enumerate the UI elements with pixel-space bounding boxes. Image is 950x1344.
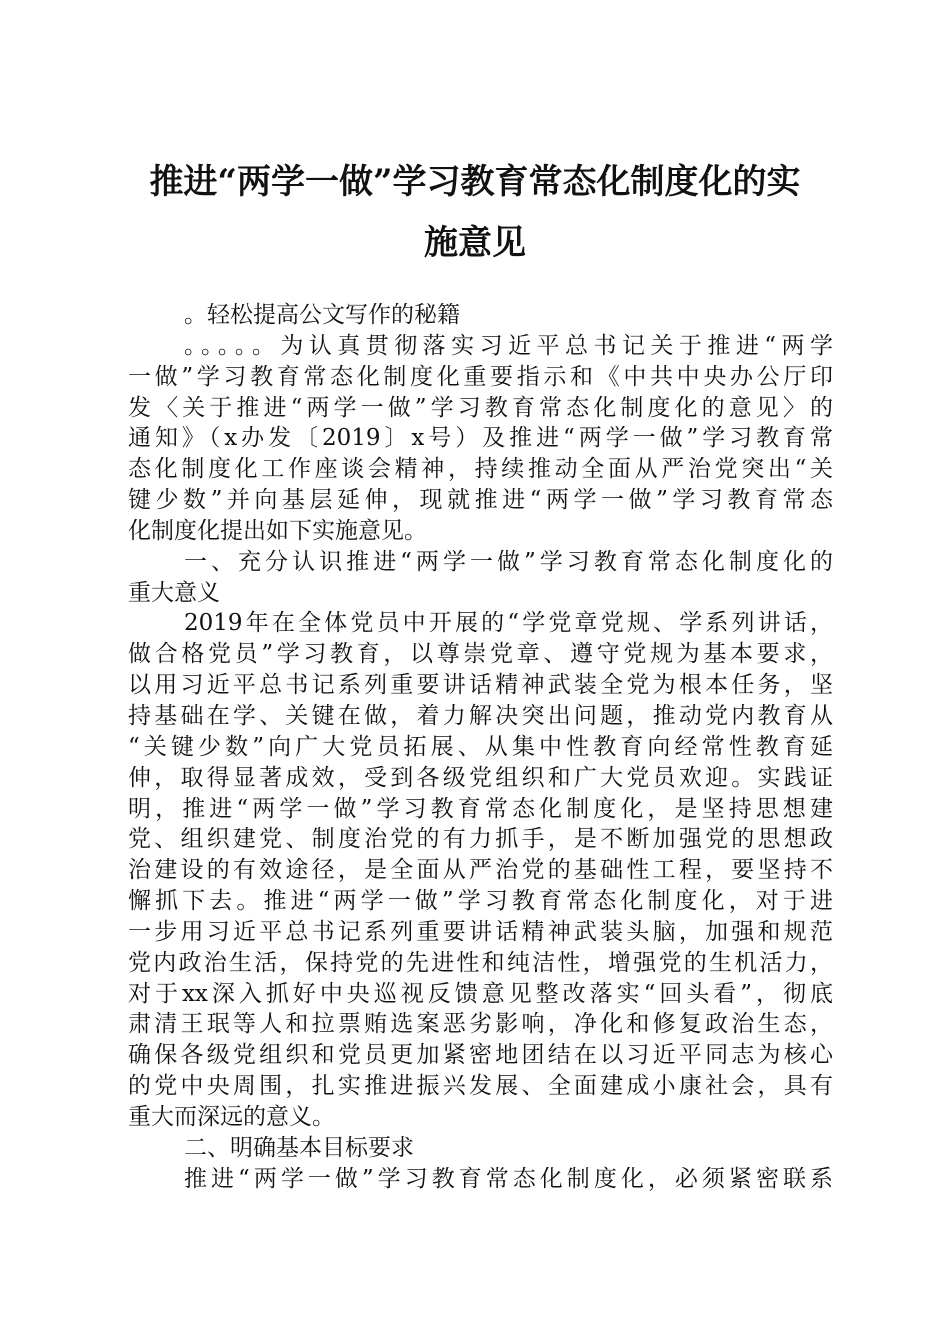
body-line: 懈抓下去。推进“两学一做”学习教育常态化制度化，对于进 xyxy=(128,888,833,915)
document-title-line-2: 施意见 xyxy=(424,223,526,263)
body-line: 的党中央周围，扎实推进振兴发展、全面建成小康社会，具有 xyxy=(128,1073,833,1100)
section-heading: 一、充分认识推进“两学一做”学习教育常态化制度化的 xyxy=(184,548,833,575)
body-line: 一步用习近平总书记系列重要讲话精神武装头脑，加强和规范 xyxy=(128,918,833,945)
body-line: 以用习近平总书记系列重要讲话精神武装全党为根本任务，坚 xyxy=(128,672,833,699)
body-line: “关键少数”向广大党员拓展、从集中性教育向经常性教育延 xyxy=(128,733,833,760)
body-line: 键少数”并向基层延伸，现就推进“两学一做”学习教育常态 xyxy=(128,487,833,514)
body-line: 推进“两学一做”学习教育常态化制度化，必须紧密联系 xyxy=(184,1165,833,1192)
body-line: 确保各级党组织和党员更加紧密地团结在以习近平同志为核心 xyxy=(128,1042,833,1069)
document-body xyxy=(128,300,833,1194)
body-line: 重大而深远的意义。 xyxy=(128,1103,335,1130)
body-line: 党、组织建党、制度治党的有力抓手，是不断加强党的思想政 xyxy=(128,826,833,853)
body-line: 。轻松提高公文写作的秘籍 xyxy=(184,302,460,328)
body-line: 明，推进“两学一做”学习教育常态化制度化，是坚持思想建 xyxy=(128,795,833,822)
body-line: 肃清王珉等人和拉票贿选案恶劣影响，净化和修复政治生态， xyxy=(128,1011,833,1038)
body-line: 持基础在学、关键在做，着力解决突出问题，推动党内教育从 xyxy=(128,702,833,729)
body-line: 治建设的有效途径，是全面从严治党的基础性工程，要坚持不 xyxy=(128,857,833,884)
section-heading: 二、明确基本目标要求 xyxy=(184,1134,414,1161)
section-heading: 重大意义 xyxy=(128,579,220,606)
body-line: 2019年在全体党员中开展的“学党章党规、学系列讲话， xyxy=(184,610,833,637)
body-line: 发〈关于推进“两学一做”学习教育常态化制度化的意见〉的 xyxy=(128,394,833,421)
body-line: 态化制度化工作座谈会精神，持续推动全面从严治党突出“关 xyxy=(128,456,833,483)
body-line: 党内政治生活，保持党的先进性和纯洁性，增强党的生机活力， xyxy=(128,949,833,976)
document-title-line-1: 推进“两学一做”学习教育常态化制度化的实 xyxy=(149,162,801,202)
body-line: 一做”学习教育常态化制度化重要指示和《中共中央办公厅印 xyxy=(128,363,833,390)
body-line: 。。。。。为认真贯彻落实习近平总书记关于推进“两学 xyxy=(184,332,833,359)
body-line: 伸，取得显著成效，受到各级党组织和广大党员欢迎。实践证 xyxy=(128,764,833,791)
body-line: 对于xx深入抓好中央巡视反馈意见整改落实“回头看”，彻底 xyxy=(128,980,833,1007)
body-line: 做合格党员”学习教育，以尊崇党章、遵守党规为基本要求， xyxy=(128,641,833,668)
body-line: 化制度化提出如下实施意见。 xyxy=(128,517,427,544)
body-line: 通知》（x办发〔2019〕x号）及推进“两学一做”学习教育常 xyxy=(128,425,833,452)
